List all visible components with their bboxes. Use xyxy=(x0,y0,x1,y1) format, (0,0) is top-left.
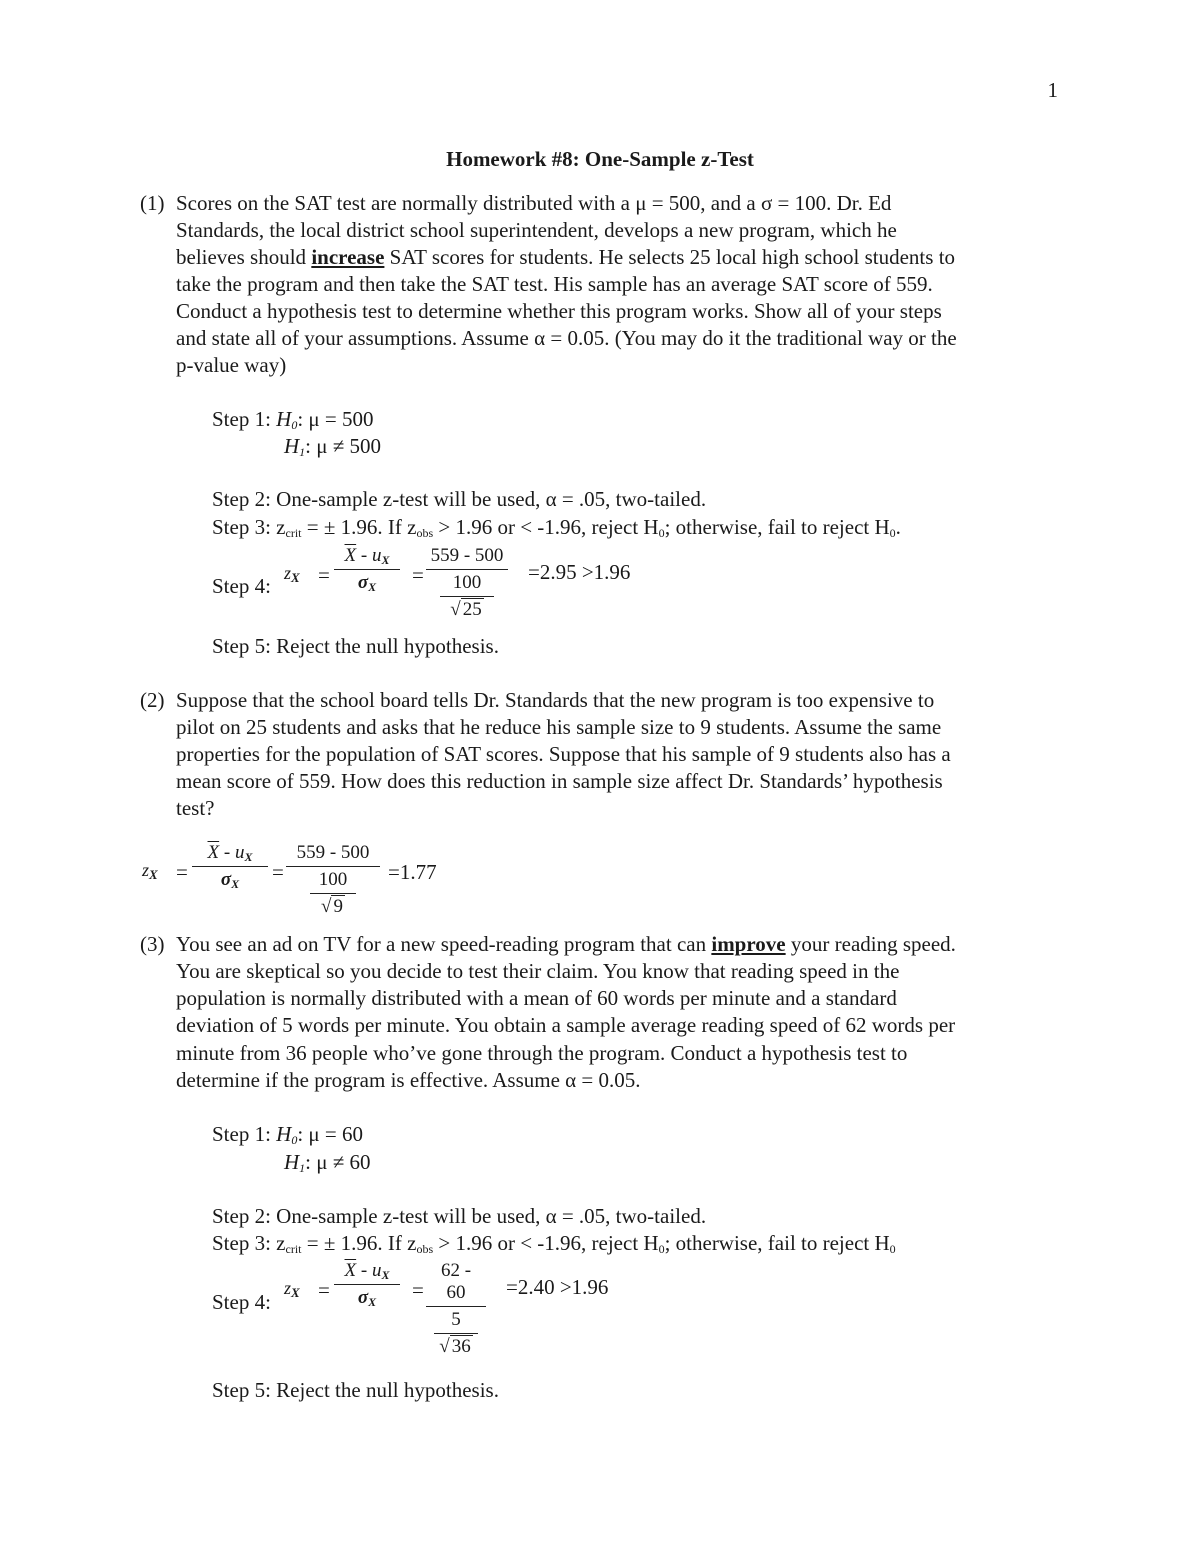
text-run: ; otherwise, fail to reject H xyxy=(664,515,890,539)
z-symbol: $z_X$ xyxy=(284,1278,300,1300)
subscript: 0 xyxy=(658,526,665,540)
question-text-line: p-value way) xyxy=(176,353,287,377)
question-text-line xyxy=(176,934,956,955)
page-title: Homework #8: One-Sample z-Test xyxy=(446,147,754,171)
step-2: Step 2: One-sample z-test will be used, α = .05, two-tailed. xyxy=(212,1204,707,1228)
text-run: . xyxy=(895,515,901,539)
z-formula xyxy=(142,842,702,932)
value-fraction: 559 - 500 100 √ 25 xyxy=(426,545,508,621)
subscript: 0 xyxy=(291,1133,298,1147)
subscript: 0 xyxy=(291,418,298,432)
emphasis-word: improve xyxy=(711,932,786,956)
question-number: (2) xyxy=(140,688,165,712)
step-3 xyxy=(212,517,901,538)
question-text-line: determine if the program is effective. Assume α = 0.05. xyxy=(176,1068,641,1092)
step-1 xyxy=(212,409,374,430)
text-run: Step 3: z xyxy=(212,515,286,539)
z-result: =1.77 xyxy=(388,860,437,884)
emphasis-word: increase xyxy=(311,245,385,269)
formula-fraction: $\overline{X} - u_X$ $\sigma_X$ xyxy=(334,1260,400,1309)
step-3 xyxy=(212,1233,896,1254)
question-text-line: population is normally distributed with a mean of 60 words per minute and a standard xyxy=(176,986,897,1010)
step-label: Step 1: xyxy=(212,1122,277,1146)
hypothesis-symbol: H xyxy=(284,1150,300,1174)
question-text-line: Standards, the local district school superintendent, develops a new program, which he xyxy=(176,218,897,242)
question-text-line: and state all of your assumptions. Assume α = 0.05. (You may do it the traditional way or the xyxy=(176,326,957,350)
subscript: obs xyxy=(416,526,434,540)
question-number: (3) xyxy=(140,932,165,956)
value-fraction: 62 - 60 5 √ 36 xyxy=(426,1260,486,1358)
text-run: You see an ad on TV for a new speed-reading program that can xyxy=(176,932,712,956)
question-text-line: mean score of 559. How does this reduction in sample size affect Dr. Standards’ hypothesis xyxy=(176,769,943,793)
formula-fraction: $\overline{X} - u_X$ $\sigma_X$ xyxy=(334,545,400,594)
page-number: 1 xyxy=(1047,78,1058,102)
equals-sign: = xyxy=(412,563,424,587)
formula-fraction: $\overline{X} - u_X$ $\sigma_X$ xyxy=(192,842,268,891)
step-1 xyxy=(212,1124,363,1145)
alternative-hypothesis: : μ ≠ 500 xyxy=(305,434,382,458)
step-label: Step 1: xyxy=(212,407,277,431)
equals-sign: = xyxy=(318,1278,330,1302)
z-symbol: $z_X$ xyxy=(142,860,158,882)
hypothesis-symbol: H xyxy=(284,434,300,458)
step-4-label: Step 4: xyxy=(212,1290,271,1314)
hypothesis-symbol: H xyxy=(276,1122,292,1146)
subscript: crit xyxy=(285,1242,302,1256)
text-run: believes should xyxy=(176,245,312,269)
z-formula xyxy=(284,1260,844,1357)
step-5: Step 5: Reject the null hypothesis. xyxy=(212,634,499,658)
question-text-line: pilot on 25 students and asks that he reduce his sample size to 9 students. Assume the same xyxy=(176,715,942,739)
question-text-line: properties for the population of SAT scores. Suppose that his sample of 9 students also has a xyxy=(176,742,951,766)
subscript: obs xyxy=(416,1242,434,1256)
text-run: > 1.96 or < -1.96, reject H xyxy=(433,515,659,539)
question-text-line: minute from 36 people who’ve gone through the program. Conduct a hypothesis test to xyxy=(176,1041,908,1065)
hypothesis-symbol: H xyxy=(276,407,292,431)
question-text-line: take the program and then take the SAT test. His sample has an average SAT score of 559. xyxy=(176,272,933,296)
equals-sign: = xyxy=(412,1278,424,1302)
z-symbol: $z_X$ xyxy=(284,563,300,585)
equals-sign: = xyxy=(272,860,284,884)
subscript: crit xyxy=(285,526,302,540)
question-text-line: You are skeptical so you decide to test their claim. You know that reading speed in the xyxy=(176,959,900,983)
text-run: ; otherwise, fail to reject H xyxy=(664,1231,890,1255)
step-4-label: Step 4: xyxy=(212,574,271,598)
alternative-hypothesis-row xyxy=(284,436,381,457)
question-text-line: Scores on the SAT test are normally distributed with a μ = 500, and a σ = 100. Dr. Ed xyxy=(176,191,892,215)
text-run: your reading speed. xyxy=(785,932,956,956)
equals-sign: = xyxy=(176,860,188,884)
z-formula xyxy=(284,545,844,635)
text-run: = ± 1.96. If z xyxy=(301,515,417,539)
equals-sign: = xyxy=(318,563,330,587)
z-result: =2.40 >1.96 xyxy=(506,1275,609,1299)
question-text-line: deviation of 5 words per minute. You obtain a sample average reading speed of 62 words per xyxy=(176,1013,956,1037)
question-text-line xyxy=(176,247,955,268)
question-text-line: Suppose that the school board tells Dr. Standards that the new program is too expensive to xyxy=(176,688,935,712)
step-5: Step 5: Reject the null hypothesis. xyxy=(212,1378,499,1402)
question-text-line: Conduct a hypothesis test to determine whether this program works. Show all of your steps xyxy=(176,299,942,323)
null-hypothesis: : μ = 500 xyxy=(297,407,374,431)
text-run: = ± 1.96. If z xyxy=(301,1231,417,1255)
question-text-line: test? xyxy=(176,796,215,820)
subscript: 0 xyxy=(889,1242,896,1256)
alternative-hypothesis-row xyxy=(284,1152,371,1173)
subscript: 0 xyxy=(658,1242,665,1256)
subscript: 1 xyxy=(299,445,306,459)
subscript: 1 xyxy=(299,1161,306,1175)
text-run: SAT scores for students. He selects 25 local high school students to xyxy=(384,245,956,269)
step-2: Step 2: One-sample z-test will be used, α = .05, two-tailed. xyxy=(212,487,707,511)
text-run: Step 3: z xyxy=(212,1231,286,1255)
alternative-hypothesis: : μ ≠ 60 xyxy=(305,1150,371,1174)
subscript: 0 xyxy=(889,526,896,540)
question-number: (1) xyxy=(140,191,165,215)
text-run: > 1.96 or < -1.96, reject H xyxy=(433,1231,659,1255)
z-result: =2.95 >1.96 xyxy=(528,560,631,584)
value-fraction: 559 - 500 100 √ 9 xyxy=(286,842,380,918)
null-hypothesis: : μ = 60 xyxy=(297,1122,364,1146)
